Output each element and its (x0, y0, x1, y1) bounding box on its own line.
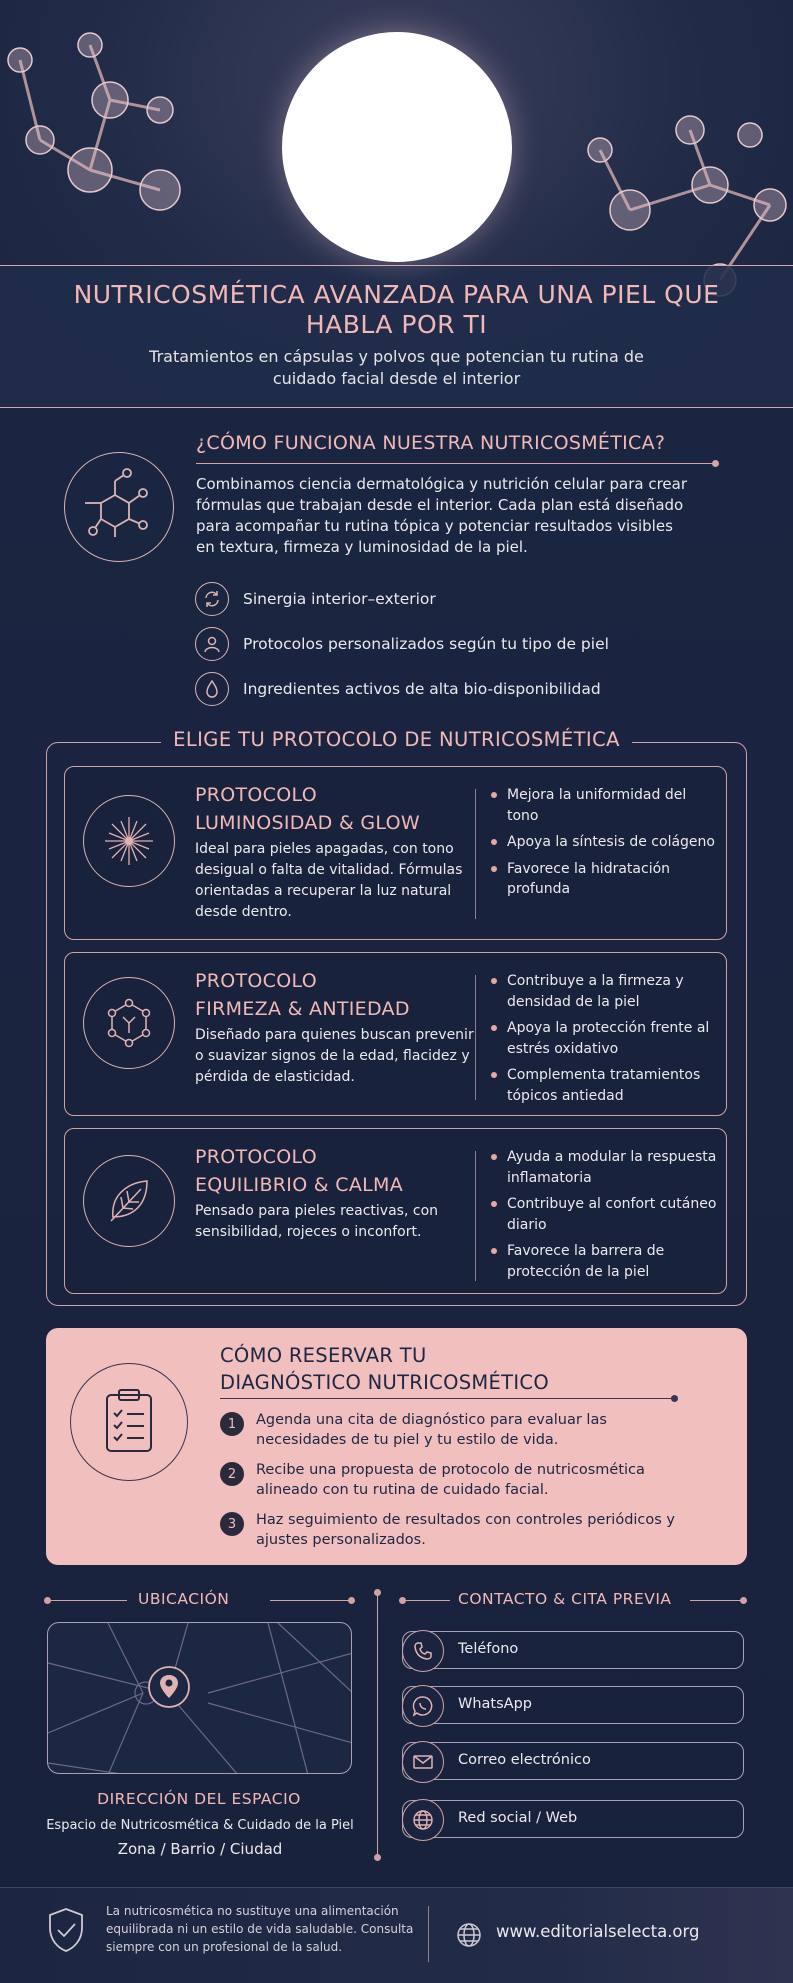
globe-icon (402, 1799, 444, 1841)
card-divider (475, 975, 476, 1100)
protocol-title (195, 967, 475, 1023)
protocol-title-line2: FIRMEZA & ANTIEDAD (195, 998, 410, 1020)
address-city: Zona / Barrio / Ciudad (117, 1840, 283, 1858)
benefit-item: Apoya la protección frente al estrés oxidativo (489, 1018, 719, 1059)
step-text: Recibe una propuesta de protocolo de nutricosmética alineado con tu rutina de cuidado facial. (256, 1462, 645, 1498)
leaf-icon (83, 1155, 175, 1247)
booking-title (220, 1342, 549, 1396)
feature-label: Sinergia interior–exterior (243, 590, 436, 608)
booking-panel (46, 1328, 747, 1565)
protocols-heading-text: ELIGE TU PROTOCOLO DE NUTRICOSMÉTICA (161, 728, 632, 751)
logo-placeholder (282, 32, 512, 262)
step-text: Agenda una cita de diagnóstico para evaluar las necesidades de tu piel y tu estilo de vida. (256, 1412, 607, 1448)
whatsapp-icon (402, 1685, 444, 1727)
step-number: 1 (220, 1412, 244, 1436)
sync-icon (195, 582, 229, 616)
booking-rule (220, 1398, 675, 1399)
protocol-title-line1: PROTOCOLO (195, 970, 317, 992)
protocol-title (195, 1143, 475, 1199)
drop-icon (195, 672, 229, 706)
protocol-card[interactable] (64, 766, 727, 940)
column-divider (377, 1592, 378, 1858)
protocol-title-line1: PROTOCOLO (195, 784, 317, 806)
sparkle-icon (83, 795, 175, 887)
contact-whatsapp[interactable] (402, 1686, 744, 1724)
address-line: Espacio de Nutricosmética & Cuidado de la Piel (46, 1818, 354, 1833)
protocol-benefits (489, 1147, 719, 1288)
booking-title-line2: DIAGNÓSTICO NUTRICOSMÉTICO (220, 1371, 549, 1394)
benefit-item: Ayuda a modular la respuesta inflamatoria (489, 1147, 719, 1188)
protocols-heading (0, 728, 793, 751)
protocol-benefits (489, 971, 719, 1112)
section-rule (196, 463, 716, 464)
address-title: DIRECCIÓN DEL ESPACIO (97, 1790, 301, 1808)
map-pin-icon (147, 1665, 191, 1713)
benefit-item: Mejora la uniformidad del tono (489, 785, 719, 826)
website-link[interactable]: www.editorialselecta.org (496, 1922, 700, 1941)
contact-heading: CONTACTO & CITA PREVIA (458, 1590, 672, 1608)
benefit-item: Contribuye a la firmeza y densidad de la piel (489, 971, 719, 1012)
footer (0, 1887, 793, 1983)
contact-label: Red social / Web (458, 1810, 578, 1826)
card-divider (475, 789, 476, 919)
benefit-item: Favorece la hidratación profunda (489, 859, 719, 900)
molecule-icon (83, 977, 175, 1069)
protocol-title-line1: PROTOCOLO (195, 1146, 317, 1168)
protocol-description: Diseñado para quienes buscan prevenir o suavizar signos de la edad, flacidez y pérdida de elasticidad. (195, 1027, 474, 1085)
booking-title-line1: CÓMO RESERVAR TU (220, 1344, 427, 1367)
feature-label: Protocolos personalizados según tu tipo de piel (243, 635, 609, 653)
protocol-title-line2: LUMINOSIDAD & GLOW (195, 812, 420, 834)
hero-subtitle: Tratamientos en cápsulas y polvos que potencian tu rutina de cuidado facial desde el interior (149, 347, 644, 388)
phone-icon (402, 1630, 444, 1672)
step-text: Haz seguimiento de resultados con controles periódicos y ajustes personalizados. (256, 1512, 676, 1548)
booking-step (220, 1460, 700, 1500)
feature-label: Ingredientes activos de alta bio-disponibilidad (243, 680, 601, 698)
protocol-title (195, 781, 475, 837)
section-line (402, 1600, 450, 1601)
location-map[interactable] (47, 1622, 352, 1774)
footer-disclaimer: La nutricosmética no sustituye una alimentación equilibrada ni un estilo de vida saludable. Consulta siempre con un profesional de la salud. (106, 1904, 414, 1954)
user-icon (195, 627, 229, 661)
step-number: 2 (220, 1462, 244, 1486)
benefit-item: Complementa tratamientos tópicos antiedad (489, 1065, 719, 1106)
booking-step (220, 1510, 700, 1550)
molecule-decoration-left-icon (0, 0, 240, 230)
contact-label: WhatsApp (458, 1696, 532, 1712)
benefit-item: Apoya la síntesis de colágeno (489, 832, 719, 853)
contact-label: Teléfono (458, 1641, 519, 1657)
molecule-structure-icon (64, 452, 174, 562)
booking-step (220, 1410, 700, 1450)
feature-item (195, 626, 609, 662)
contact-phone[interactable] (402, 1631, 744, 1669)
step-number: 3 (220, 1512, 244, 1536)
card-divider (475, 1151, 476, 1281)
benefit-item: Favorece la barrera de protección de la piel (489, 1241, 719, 1282)
shield-check-icon (46, 1906, 86, 1958)
feature-item (195, 671, 601, 707)
protocol-card[interactable] (64, 952, 727, 1116)
globe-icon (456, 1922, 482, 1952)
protocol-title-line2: EQUILIBRIO & CALMA (195, 1174, 403, 1196)
feature-item (195, 581, 436, 617)
section-line (47, 1600, 127, 1601)
protocol-benefits (489, 785, 719, 906)
contact-social-web[interactable] (402, 1800, 744, 1838)
section-line (270, 1600, 352, 1601)
benefit-item: Contribuye al confort cutáneo diario (489, 1194, 719, 1235)
contact-email[interactable] (402, 1742, 744, 1780)
mail-icon (402, 1741, 444, 1783)
how-it-works-title: ¿CÓMO FUNCIONA NUESTRA NUTRICOSMÉTICA? (196, 432, 666, 454)
protocol-card[interactable] (64, 1128, 727, 1294)
hero-section (0, 0, 793, 408)
how-it-works-text: Combinamos ciencia dermatológica y nutrición celular para crear fórmulas que trabajan desde el interior. Cada plan está diseñado para acompañar tu rutina tópica y potenciar resultados visibles en textura, firmeza y luminosidad de la piel. (196, 475, 688, 556)
hero-title: NUTRICOSMÉTICA AVANZADA PARA UNA PIEL QUE HABLA POR TI (73, 280, 720, 339)
contact-label: Correo electrónico (458, 1752, 591, 1768)
clipboard-checklist-icon (70, 1363, 188, 1481)
protocol-description: Ideal para pieles apagadas, con tono desigual o falta de vitalidad. Fórmulas orientadas a recuperar la luz natural desde dentro. (195, 841, 463, 920)
footer-divider (428, 1906, 429, 1962)
section-line (690, 1600, 744, 1601)
location-heading: UBICACIÓN (138, 1590, 230, 1608)
protocol-description: Pensado para pieles reactivas, con sensibilidad, rojeces o inconfort. (195, 1203, 439, 1240)
